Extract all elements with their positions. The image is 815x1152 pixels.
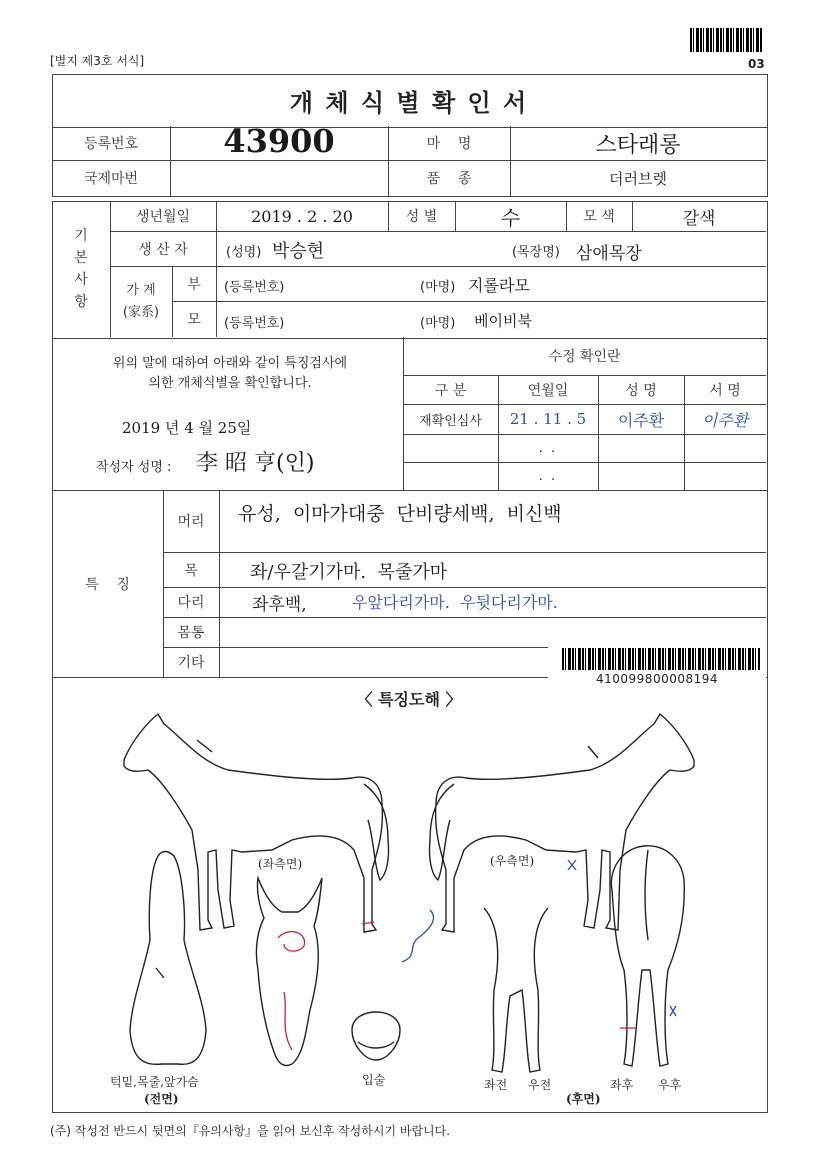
dam-name: 베이비북 <box>474 312 532 330</box>
head-label: 머리 <box>177 514 205 530</box>
rev-row3-date: . . <box>538 468 558 484</box>
producer-name-tag: (성명) <box>226 245 262 260</box>
farm-tag: (목장명) <box>512 245 560 260</box>
form-code: [별지 제3호 서식] <box>50 54 145 68</box>
name-label: 마 명 <box>426 136 472 152</box>
rev-row1-date: 21 . 11 . 5 <box>509 410 587 428</box>
color-label: 모 색 <box>583 209 615 225</box>
confirm-date: 2019 년 4 월 25일 <box>122 419 252 437</box>
left-horse-tail <box>364 784 389 880</box>
left-hind-label: 좌후 <box>610 1078 634 1092</box>
sire-label: 부 <box>187 276 201 293</box>
rev-header-sign: 서 명 <box>709 382 741 399</box>
leg-value-blue: 우앞다리가마. 우뒷다리가마. <box>352 593 558 612</box>
body-label: 몸통 <box>177 625 205 641</box>
form-title: 개 체 식 별 확 인 서 <box>289 88 529 117</box>
dam-name-tag: (마명) <box>420 316 456 331</box>
sex-value: 수 <box>500 205 521 230</box>
sex-label: 성 별 <box>405 209 438 225</box>
blue-rear-mark <box>670 1006 676 1016</box>
name-value: 스타래롱 <box>595 132 681 158</box>
birth-label: 생년월일 <box>135 209 191 225</box>
right-side-label: (우측면) <box>490 854 535 868</box>
breed-value: 더러브렛 <box>609 169 667 188</box>
lips-outline <box>352 1012 400 1060</box>
leg-label: 다리 <box>177 595 205 611</box>
red-nose-mark <box>284 992 292 1050</box>
leg-value-black: 좌후백, <box>252 595 307 615</box>
left-side-label: (좌측면) <box>258 857 303 871</box>
producer-label: 생 산 자 <box>138 241 188 258</box>
dam-reg-tag: (등록번호) <box>224 316 285 331</box>
blue-curl-mark <box>402 910 433 962</box>
barcode-number: 410099800008194 <box>596 672 719 686</box>
revision-title: 수정 확인란 <box>548 349 621 365</box>
rev-header-type: 구 분 <box>434 382 467 399</box>
top-barcode <box>690 28 762 52</box>
reg-value: 43900 <box>223 122 335 160</box>
blue-side-mark <box>568 860 576 870</box>
sire-name-tag: (마명) <box>420 280 456 295</box>
front-label: (전면) <box>144 1092 179 1106</box>
right-horse-outline <box>436 714 694 932</box>
footnote: (주) 작성전 반드시 뒷면의『유의사항』을 읽어 보신후 작성하시기 바랍니다. <box>50 1124 451 1138</box>
page-code: 03 <box>748 57 765 71</box>
rev-row1-name: 이주환 <box>617 410 665 430</box>
sire-reg-tag: (등록번호) <box>224 280 285 295</box>
left-front-label: 좌전 <box>484 1078 508 1092</box>
right-hind-label: 우후 <box>658 1078 682 1092</box>
front-chest-outline <box>130 852 206 1065</box>
rear-label: (후면) <box>566 1092 601 1106</box>
front-caption: 턱밑,목줄,앞가슴 <box>110 1075 199 1089</box>
basic-section-label: 기 본 사 항 <box>74 228 88 310</box>
neck-label: 목 <box>184 562 198 579</box>
right-front-label: 우전 <box>528 1078 552 1092</box>
rev-row1-sign: 이주환 <box>701 410 749 430</box>
producer-name: 박승현 <box>272 241 325 262</box>
author-label: 작성자 성명 : <box>96 460 172 475</box>
farm-name: 삼애목장 <box>576 244 642 264</box>
reg-label: 등록번호 <box>83 136 139 152</box>
breed-label: 품 종 <box>426 171 472 187</box>
birth-value: 2019 . 2 . 20 <box>251 206 353 226</box>
head-front-outline <box>256 878 322 1066</box>
color-value: 갈색 <box>682 208 716 229</box>
rev-row2-date: . . <box>538 440 558 456</box>
features-section-label: 특 징 <box>85 576 130 593</box>
intl-label: 국제마번 <box>83 171 139 187</box>
neck-value: 좌/우갈기가마. 목줄가마 <box>250 562 448 583</box>
red-face-mark <box>278 932 305 952</box>
dam-label: 모 <box>187 312 201 328</box>
rear-outline <box>611 846 684 1066</box>
author-signature: 李 昭 亨(인) <box>196 451 315 476</box>
diagram-title: 〈 특징도해 〉 <box>356 689 462 709</box>
rev-header-name: 성 명 <box>625 382 657 399</box>
rev-header-date: 연월일 <box>527 382 569 399</box>
pedigree-label: 가 계 (家系) <box>122 282 160 320</box>
front-legs-outline <box>484 908 548 1072</box>
confirm-statement: 위의 말에 대하여 아래와 같이 특징검사에 의한 개체식별을 확인합니다. <box>112 356 348 391</box>
sire-name: 지롤라모 <box>468 276 530 295</box>
barcode <box>562 648 760 670</box>
left-horse-outline <box>124 714 382 932</box>
lips-label: 입술 <box>362 1073 386 1087</box>
head-value: 유성, 이마가대중 단비량세백, 비신백 <box>238 503 562 525</box>
right-horse-tail <box>429 784 454 880</box>
etc-label: 기타 <box>177 655 205 671</box>
horse-diagrams <box>52 700 766 1110</box>
rev-row1-type: 재확인심사 <box>419 413 482 429</box>
